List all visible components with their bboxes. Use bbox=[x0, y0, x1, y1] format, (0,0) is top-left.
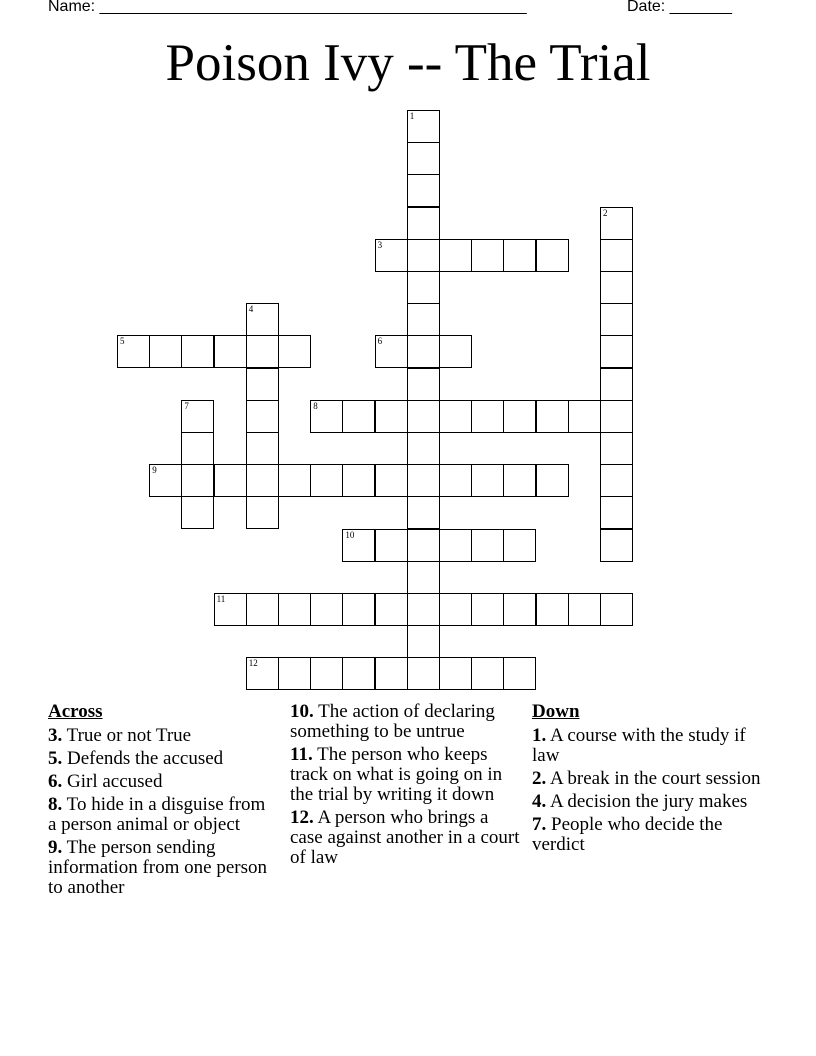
clue-number-label: 12 bbox=[248, 658, 258, 669]
grid-cell[interactable] bbox=[407, 110, 440, 143]
grid-cell[interactable] bbox=[407, 271, 440, 304]
grid-cell[interactable] bbox=[600, 271, 633, 304]
grid-cell[interactable] bbox=[407, 561, 440, 594]
grid-cell[interactable] bbox=[439, 593, 472, 626]
grid-cell[interactable] bbox=[503, 464, 536, 497]
clues-column-2 bbox=[290, 702, 525, 871]
grid-cell[interactable] bbox=[407, 496, 440, 529]
clue-across-12: 12. A person who brings a case against another in a court of law bbox=[290, 807, 520, 868]
grid-cell[interactable] bbox=[407, 657, 440, 690]
grid-cell[interactable] bbox=[407, 207, 440, 240]
clue-across-8: 8. To hide in a disguise from a person animal or object bbox=[48, 794, 266, 835]
grid-cell[interactable] bbox=[310, 400, 343, 433]
grid-cell[interactable] bbox=[342, 593, 375, 626]
grid-cell[interactable] bbox=[181, 432, 214, 465]
clue-across-6: 6. Girl accused bbox=[48, 771, 163, 792]
grid-cell[interactable] bbox=[600, 496, 633, 529]
grid-cell[interactable] bbox=[214, 593, 247, 626]
clues-column-1 bbox=[48, 702, 278, 901]
clue-number-label: 9 bbox=[152, 465, 157, 476]
grid-cell[interactable] bbox=[246, 657, 279, 690]
clue-down-1: 1. A course with the study if law bbox=[532, 725, 746, 766]
grid-cell[interactable] bbox=[439, 239, 472, 272]
grid-cell[interactable] bbox=[214, 464, 247, 497]
grid-cell[interactable] bbox=[439, 335, 472, 368]
grid-cell[interactable] bbox=[246, 335, 279, 368]
grid-cell[interactable] bbox=[407, 432, 440, 465]
grid-cell[interactable] bbox=[600, 239, 633, 272]
clue-number-label: 5 bbox=[120, 336, 125, 347]
grid-cell[interactable] bbox=[342, 464, 375, 497]
grid-cell[interactable] bbox=[278, 464, 311, 497]
grid-cell[interactable] bbox=[310, 657, 343, 690]
grid-cell[interactable] bbox=[536, 400, 569, 433]
grid-cell[interactable] bbox=[407, 593, 440, 626]
clue-across-3: 3. True or not True bbox=[48, 725, 192, 746]
grid-cell[interactable] bbox=[407, 335, 440, 368]
grid-cell[interactable] bbox=[407, 368, 440, 401]
clue-across-5: 5. Defends the accused bbox=[48, 748, 224, 769]
grid-cell[interactable] bbox=[471, 464, 504, 497]
grid-cell[interactable] bbox=[471, 593, 504, 626]
grid-cell[interactable] bbox=[407, 142, 440, 175]
grid-cell[interactable] bbox=[278, 593, 311, 626]
clue-number-label: 3 bbox=[377, 239, 383, 250]
grid-cell[interactable] bbox=[536, 593, 569, 626]
down-heading: Down bbox=[532, 701, 580, 722]
grid-cell[interactable] bbox=[181, 400, 214, 433]
grid-cell[interactable] bbox=[503, 593, 536, 626]
clue-across-11: 11. The person who keeps track on what is going on in the trial by writing it down bbox=[290, 744, 503, 805]
grid-cell[interactable] bbox=[181, 335, 214, 368]
grid-cell[interactable] bbox=[278, 657, 311, 690]
grid-cell[interactable] bbox=[375, 657, 408, 690]
grid-cell[interactable] bbox=[117, 335, 150, 368]
grid-cell[interactable] bbox=[310, 464, 343, 497]
grid-cell[interactable] bbox=[214, 335, 247, 368]
clue-number-label: 11 bbox=[216, 594, 226, 604]
grid-cell[interactable] bbox=[439, 657, 472, 690]
grid-cell[interactable] bbox=[149, 464, 182, 497]
grid-cell[interactable] bbox=[310, 593, 343, 626]
name-field-label[interactable]: Name: ________________________________________________ bbox=[48, 0, 527, 15]
grid-cell[interactable] bbox=[471, 657, 504, 690]
grid-cell[interactable] bbox=[600, 529, 633, 562]
grid-cell[interactable] bbox=[407, 239, 440, 272]
clue-down-2: 2. A break in the court session bbox=[532, 768, 761, 789]
clue-number-label: 7 bbox=[184, 400, 189, 411]
grid-cell[interactable] bbox=[471, 400, 504, 433]
grid-cell[interactable] bbox=[342, 400, 375, 433]
grid-cell[interactable] bbox=[439, 400, 472, 433]
clue-number-label: 1 bbox=[409, 111, 415, 121]
grid-cell[interactable] bbox=[375, 239, 408, 272]
grid-cell[interactable] bbox=[407, 400, 440, 433]
grid-cell[interactable] bbox=[375, 464, 408, 497]
grid-cell[interactable] bbox=[439, 529, 472, 562]
grid-cell[interactable] bbox=[536, 464, 569, 497]
grid-cell[interactable] bbox=[471, 529, 504, 562]
grid-cell[interactable] bbox=[407, 625, 440, 658]
grid-cell[interactable] bbox=[600, 593, 633, 626]
grid-cell[interactable] bbox=[407, 529, 440, 562]
grid-cell[interactable] bbox=[503, 400, 536, 433]
grid-cell[interactable] bbox=[278, 335, 311, 368]
clue-across-9: 9. The person sending information from one person to another bbox=[48, 837, 267, 898]
grid-cell[interactable] bbox=[600, 303, 633, 336]
clue-down-4: 4. A decision the jury makes bbox=[532, 791, 748, 812]
grid-cell[interactable] bbox=[246, 303, 279, 336]
grid-cell[interactable] bbox=[600, 207, 633, 240]
clue-number-label: 8 bbox=[313, 400, 318, 411]
grid-cell[interactable] bbox=[375, 529, 408, 562]
grid-cell[interactable] bbox=[568, 400, 601, 433]
grid-cell[interactable] bbox=[600, 368, 633, 401]
clue-number-label: 6 bbox=[377, 336, 383, 347]
grid-cell[interactable] bbox=[246, 464, 279, 497]
grid-cell[interactable] bbox=[503, 239, 536, 272]
grid-cell[interactable] bbox=[536, 239, 569, 272]
grid-cell[interactable] bbox=[181, 496, 214, 529]
grid-cell[interactable] bbox=[375, 593, 408, 626]
clue-number-label: 4 bbox=[248, 304, 254, 315]
clue-down-7: 7. People who decide the verdict bbox=[532, 814, 723, 855]
grid-cell[interactable] bbox=[342, 657, 375, 690]
header bbox=[48, 0, 748, 16]
clue-across-10: 10. The action of declaring something to be untrue bbox=[290, 701, 495, 742]
grid-cell[interactable] bbox=[568, 593, 601, 626]
grid-cell[interactable] bbox=[600, 464, 633, 497]
grid-cell[interactable] bbox=[181, 464, 214, 497]
grid-cell[interactable] bbox=[375, 400, 408, 433]
grid-cell[interactable] bbox=[407, 174, 440, 207]
grid-cell[interactable] bbox=[407, 464, 440, 497]
grid-cell[interactable] bbox=[246, 400, 279, 433]
grid-cell[interactable] bbox=[375, 335, 408, 368]
grid-cell[interactable] bbox=[439, 464, 472, 497]
clue-number-label: 2 bbox=[603, 207, 608, 218]
date-field-label[interactable]: Date: _______ bbox=[627, 0, 732, 15]
grid-cell[interactable] bbox=[246, 432, 279, 465]
grid-cell[interactable] bbox=[407, 303, 440, 336]
grid-cell[interactable] bbox=[149, 335, 182, 368]
page-title: Poison Ivy -- The Trial bbox=[165, 34, 651, 92]
grid-cell[interactable] bbox=[503, 529, 536, 562]
clue-number-label: 10 bbox=[345, 529, 355, 540]
grid-cell[interactable] bbox=[503, 657, 536, 690]
grid-cell[interactable] bbox=[600, 335, 633, 368]
grid-cell[interactable] bbox=[246, 593, 279, 626]
grid-cell[interactable] bbox=[600, 400, 633, 433]
grid-cell[interactable] bbox=[471, 239, 504, 272]
grid-cell[interactable] bbox=[246, 496, 279, 529]
grid-cell[interactable] bbox=[246, 368, 279, 401]
grid-cell[interactable] bbox=[600, 432, 633, 465]
clues-column-3 bbox=[532, 702, 767, 858]
across-heading: Across bbox=[48, 701, 103, 722]
grid-cell[interactable] bbox=[342, 529, 375, 562]
